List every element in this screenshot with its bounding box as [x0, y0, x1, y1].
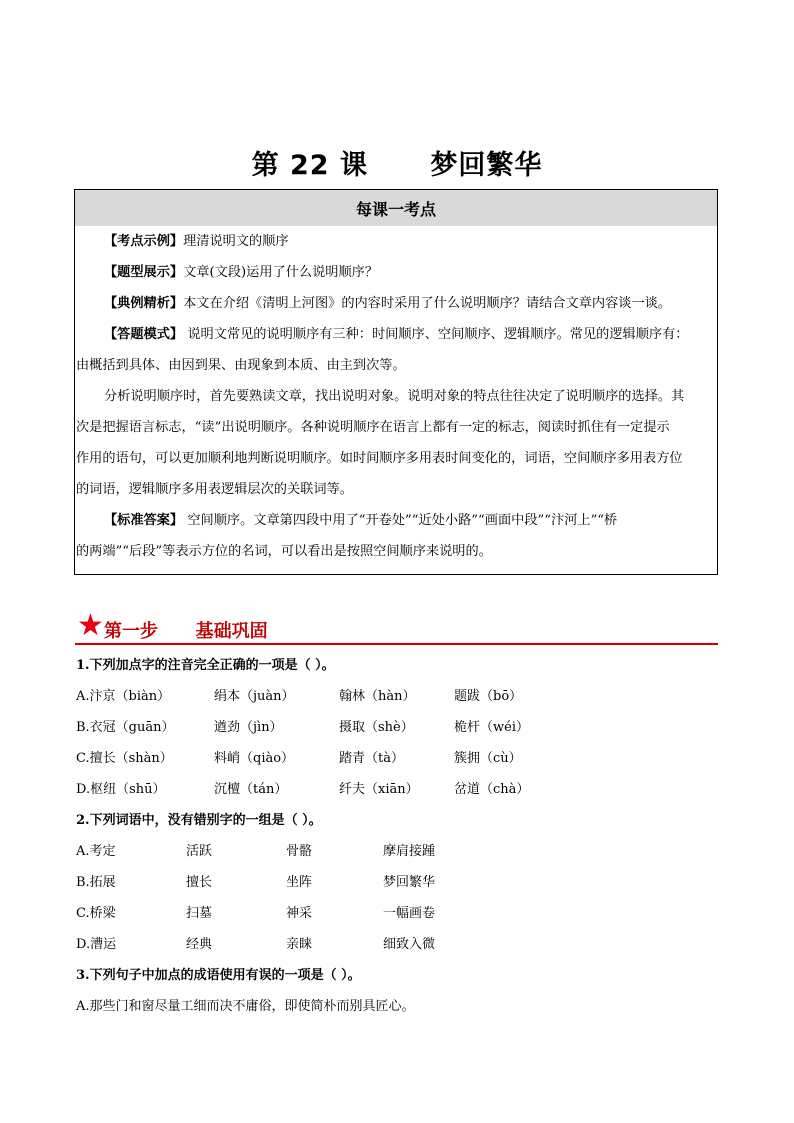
option-cell: B.衣冠（guān） — [76, 720, 175, 735]
pattern-line-2: 由概括到具体、由因到果、由现象到本质、由主到次等。 — [76, 358, 406, 373]
example-text: 理清说明文的顺序 — [183, 234, 289, 249]
option-cell: 岔道（chà） — [454, 782, 530, 797]
question-3-option-a: A.那些门和窗尽量工细而决不庸俗，即使简朴而别具匠心。 — [76, 999, 415, 1014]
option-cell: 梦回繁华 — [383, 875, 436, 890]
step-heading — [75, 608, 718, 645]
answer-tag: 【标准答案】 — [104, 513, 184, 528]
question-1-stem: 1.下列加点字的注音完全正确的一项是（ ）。 — [76, 658, 335, 673]
option-cell: 翰林（hàn） — [339, 689, 416, 704]
option-cell: 遒劲（jìn） — [214, 720, 283, 735]
option-cell: 沉檀（tán） — [214, 782, 288, 797]
option-cell: 绢本（juàn） — [214, 689, 295, 704]
kaodian-box — [74, 189, 718, 575]
analysis-line — [76, 288, 716, 319]
option-cell: 摩肩接踵 — [383, 844, 436, 859]
option-cell: 扫墓 — [186, 906, 213, 921]
pattern-text: 说明文常见的说明顺序有三种：时间顺序、空间顺序、逻辑顺序。常见的逻辑顺序有： — [183, 327, 689, 342]
answer-text: 空间顺序。文章第四段中用了“开卷处”“近处小路”“画面中段”“汴河上”“桥 — [183, 513, 618, 528]
option-cell: 经典 — [186, 937, 213, 952]
option-cell: 擅长 — [186, 875, 213, 890]
question-2-stem: 2.下列词语中，没有错别字的一组是（ ）。 — [76, 813, 322, 828]
example-tag: 【考点示例】 — [104, 234, 184, 249]
option-cell: C.擅长（shàn） — [76, 751, 173, 766]
step-label: 第一步 基础巩固 — [104, 621, 268, 642]
analysis-text: 本文在介绍《清明上河图》的内容时采用了什么说明顺序？请结合文章内容谈一谈。 — [183, 296, 672, 311]
pattern-line — [76, 319, 716, 350]
analysis-paragraph-line-4: 的词语，逻辑顺序多用表逻辑层次的关联词等。 — [76, 482, 353, 497]
option-cell: 坐阵 — [286, 875, 313, 890]
questions — [76, 650, 726, 1022]
option-cell: D.漕运 — [76, 937, 117, 952]
question-2-option-b — [76, 867, 726, 898]
option-cell: 料峭（qiào） — [214, 751, 295, 766]
option-cell: 细致入微 — [383, 937, 436, 952]
option-cell: 骨骼 — [286, 844, 313, 859]
option-cell: 活跃 — [186, 844, 213, 859]
option-cell: A.考定 — [76, 844, 116, 859]
pattern-tag: 【答题模式】 — [104, 327, 184, 342]
analysis-tag: 【典例精析】 — [104, 296, 184, 311]
answer-line — [76, 505, 716, 536]
option-cell: 簇拥（cù） — [454, 751, 522, 766]
question-3-stem: 3.下列句子中加点的成语使用有误的一项是（ ）。 — [76, 968, 361, 983]
question-1-option-b — [76, 712, 726, 743]
option-cell: 桅杆（wéi） — [454, 720, 529, 735]
question-2-option-c — [76, 898, 726, 929]
answer-line-2: 的两端”“后段”等表示方位的名词，可以看出是按照空间顺序来说明的。 — [76, 544, 492, 559]
option-cell: D.枢纽（shū） — [76, 782, 166, 797]
type-text: 文章(文段)运用了什么说明顺序？ — [183, 265, 379, 280]
analysis-paragraph-line-1: 分析说明顺序时，首先要熟读文章，找出说明对象。说明对象的特点往往决定了说明顺序的选择。其 — [104, 389, 685, 404]
option-cell: 亲睐 — [286, 937, 313, 952]
option-cell: 踏青（tà） — [339, 751, 404, 766]
analysis-paragraph-line-2: 次是把握语言标志，“读”出说明顺序。各种说明顺序在语言上都有一定的标志，阅读时抓住有一定提示 — [76, 420, 670, 435]
option-cell: A.汴京（biàn） — [76, 689, 171, 704]
analysis-paragraph-line-3: 作用的语句，可以更加顺利地判断说明顺序。如时间顺序多用表时间变化的，词语，空间顺序多用表方位 — [76, 451, 683, 466]
example-line — [76, 226, 716, 257]
option-cell: 一幅画卷 — [383, 906, 436, 921]
question-1-option-c — [76, 743, 726, 774]
option-cell: 神采 — [286, 906, 313, 921]
option-cell: 摄取（shè） — [339, 720, 414, 735]
option-cell: 纤夫（xiān） — [339, 782, 419, 797]
lesson-title: 第 22 课 梦回繁华 — [251, 150, 543, 181]
option-cell: 题跋（bō） — [454, 689, 523, 704]
star-icon: ★ — [77, 608, 104, 643]
option-cell: C.桥梁 — [76, 906, 116, 921]
option-cell: B.拓展 — [76, 875, 116, 890]
question-1-option-a — [76, 681, 726, 712]
question-2-option-d — [76, 929, 726, 960]
type-tag: 【题型展示】 — [104, 265, 184, 280]
kaodian-header: 每课一考点 — [75, 190, 717, 226]
type-line — [76, 257, 716, 288]
question-2-option-a — [76, 836, 726, 867]
kaodian-body — [75, 226, 717, 567]
question-1-option-d — [76, 774, 726, 805]
